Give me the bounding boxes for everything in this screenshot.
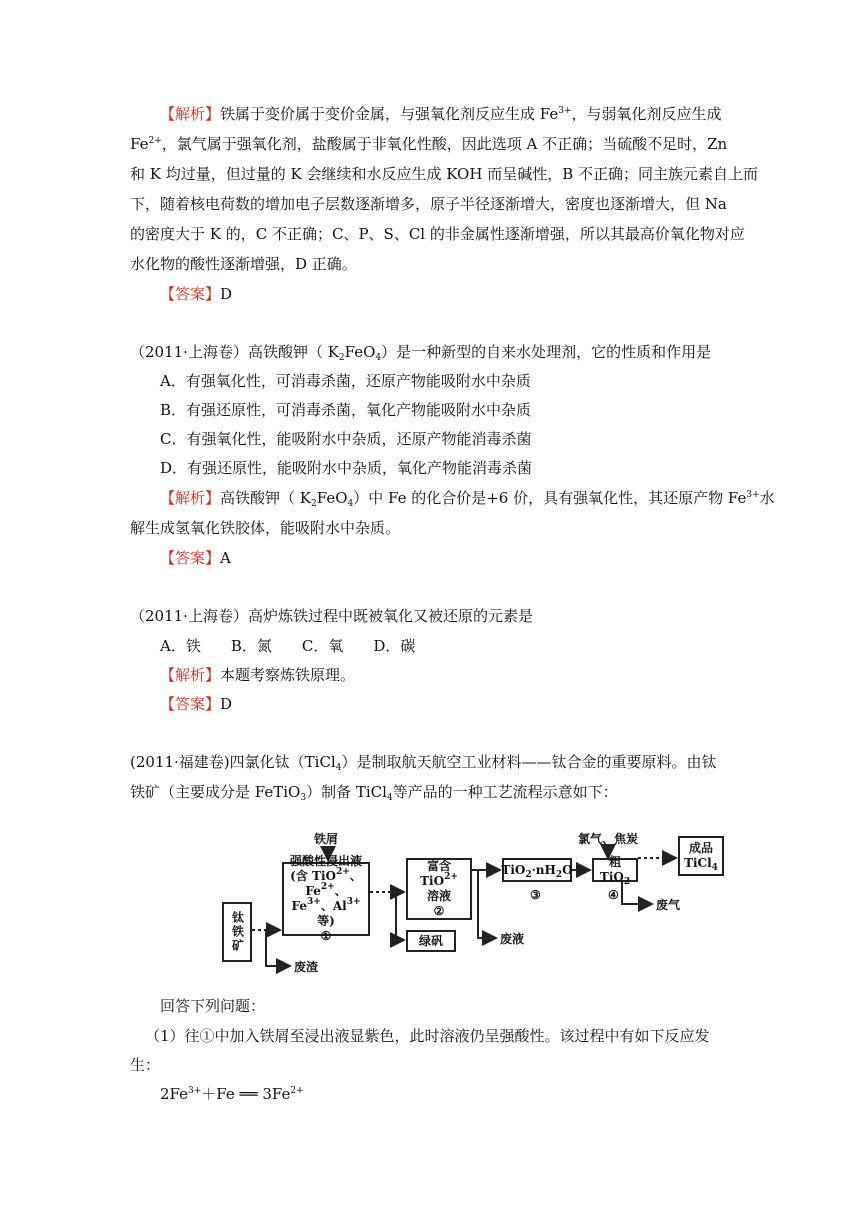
question-2-stem: （2011·上海卷）高铁酸钾（ $K_2FeO_4$）是一种新型的自来水处理剂，它的性质和作用是 (130, 343, 712, 363)
process-flow-diagram (210, 818, 740, 978)
question-4-stem-line-1: (2011·福建卷)四氯化钛（TiCl$_4$）是制取航天航空工业材料——钛合金的重要原料。由钛 (130, 753, 717, 773)
step-4-label: ④ (608, 888, 619, 902)
question-3-options: A．铁 B．氮 C．氧 D．碳 (160, 637, 416, 655)
waste-liquid-label: 废液 (500, 932, 525, 946)
question-2-answer: 【答案】A (160, 549, 231, 567)
analysis-line-2: $Fe^{2+}$，氯气属于强氧化剂，盐酸属于非氧化性酸，因此选项 A 不正确；当硫酸不足时，Zn (130, 135, 728, 153)
question-2-option-b: B．有强还原性，可消毒杀菌，氧化产物能吸附水中杂质 (160, 401, 532, 419)
iron-scrap-label: 铁屑 (314, 832, 339, 846)
analysis-line-4: 下，随着核电荷数的增加电子层数逐渐增多，原子半径逐渐增大，密度也逐渐增大，但 Na (130, 195, 727, 213)
answer-line: 【答案】D (160, 285, 233, 303)
question-2-option-c: C．有强氧化性，能吸附水中杂质，还原产物能消毒杀菌 (160, 430, 532, 448)
answer-intro: 回答下列问题： (160, 997, 266, 1015)
answer-tag: 【答案】 (160, 695, 221, 713)
step-3-label: ③ (530, 888, 541, 902)
crude-tio2-box: 粗TiO$_2$ (592, 858, 638, 882)
analysis-line-1: 【解析】铁属于变价属于变价金属，与强氧化剂反应生成 $Fe^{3+}$，与弱氧化剂反应生成 (160, 105, 722, 123)
question-3-stem: （2011·上海卷）高炉炼铁过程中既被氧化又被还原的元素是 (130, 607, 533, 625)
analysis-tag: 【解析】 (160, 489, 221, 507)
titanium-iron-ore-box: 钛铁矿 (222, 902, 252, 962)
question-3-analysis: 【解析】本题考察炼铁原理。 (160, 666, 356, 684)
analysis-line-3: 和 K 均过量，但过量的 K 会继续和水反应生成 KOH 而呈碱性，B 不正确；同主族元素自上而 (130, 165, 758, 183)
analysis-tag: 【解析】 (160, 666, 221, 684)
question-4-stem-line-2: 铁矿（主要成分是 FeTiO$_3$）制备 TiCl$_4$等产品的一种工艺流程示意如下： (130, 783, 618, 803)
sub-question-1-line-1: （1）往①中加入铁屑至浸出液显紫色，此时溶液仍呈强酸性。该过程中有如下反应发 (145, 1027, 710, 1045)
waste-gas-label: 废气 (656, 898, 681, 912)
answer-tag: 【答案】 (160, 549, 221, 567)
question-2-option-a: A．有强氧化性，可消毒杀菌，还原产物能吸附水中杂质 (160, 372, 531, 390)
question-3-answer: 【答案】D (160, 695, 233, 713)
leach-solution-box: 强酸性浸出液 (含 TiO$^{2+}$、$Fe^{2+}$、 $Fe^{3+}$、$Al^{3+}$ 等) ① (282, 862, 370, 936)
question-2-analysis-line-1: 【解析】高铁酸钾（ $K_2FeO_4$）中 Fe 的化合价是+6 价，具有强氧化性，其还原产物 $Fe^{3+}$水 (160, 489, 775, 509)
question-2-option-d: D．有强还原性，能吸附水中杂质，氧化产物能消毒杀菌 (160, 459, 533, 477)
green-vitriol-box: 绿矾 (406, 930, 456, 952)
chlorine-coke-label: 氯气、焦炭 (578, 832, 639, 846)
rich-tio-solution-box: 富含 TiO$^{2+}$ 溶液 ② (406, 858, 472, 920)
question-2-analysis-line-2: 解生成氢氧化铁胶体，能吸附水中杂质。 (130, 519, 401, 537)
product-ticl4-box: 成品 TiCl$_4$ (678, 836, 724, 876)
analysis-line-6: 水化物的酸性逐渐增强，D 正确。 (130, 255, 357, 273)
sub-question-1-line-2: 生： (130, 1056, 161, 1074)
waste-residue-label: 废渣 (294, 960, 319, 974)
hydrated-tio2-box: $TiO_2\cdot nH_2O$ (502, 858, 572, 882)
analysis-line-5: 的密度大于 K 的，C 不正确；C、P、S、Cl 的非金属性逐渐增强，所以其最高价氧化物对应 (130, 225, 745, 243)
answer-tag: 【答案】 (160, 285, 221, 303)
reaction-equation: $2Fe^{3+}+Fe$ ══ $3Fe^{2+}$ (160, 1085, 304, 1103)
analysis-tag: 【解析】 (160, 105, 221, 123)
